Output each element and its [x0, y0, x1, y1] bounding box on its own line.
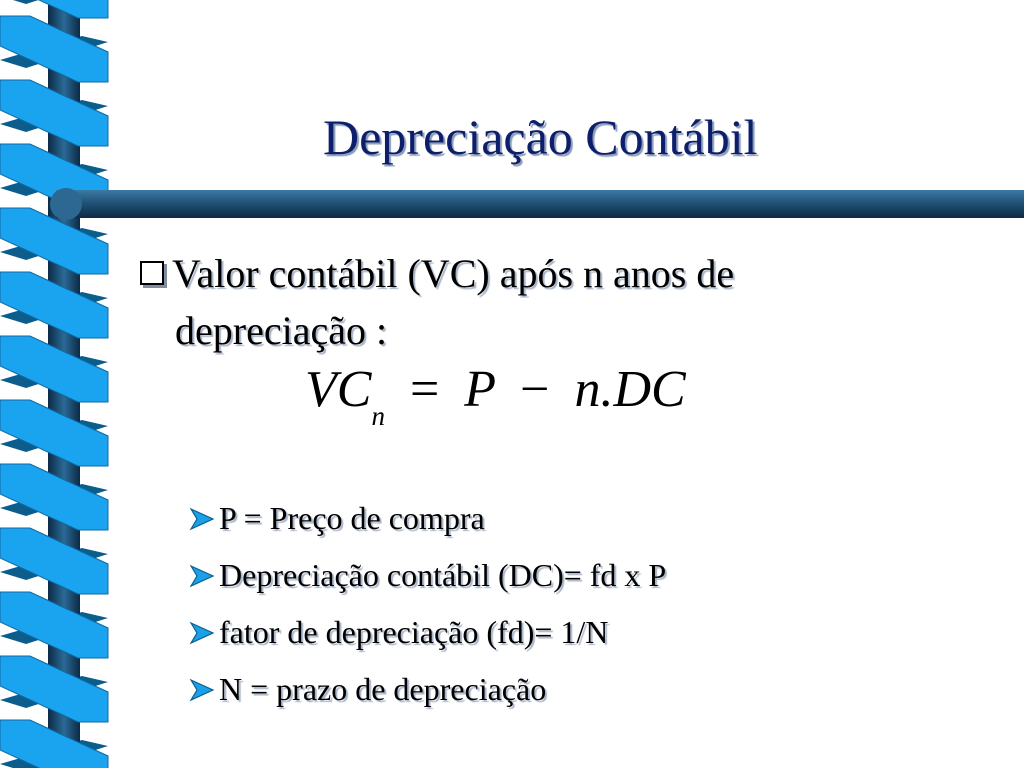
main-bullet	[140, 245, 860, 359]
sub-bullet-item	[188, 661, 666, 718]
arrow-bullet-icon	[188, 620, 216, 646]
sub-bullet-text: P = Preço de compra	[219, 500, 485, 536]
formula	[305, 360, 686, 432]
formula-p: P	[464, 361, 496, 418]
arrow-bullet-icon	[188, 506, 216, 532]
sub-bullet-item	[188, 490, 666, 547]
main-bullet-line-1: Valor contábil (VC) após n anos de	[172, 251, 735, 296]
title-divider-bar	[56, 190, 1024, 218]
formula-equals: =	[409, 361, 440, 418]
formula-lhs-subscript: n	[371, 401, 385, 432]
formula-lhs: VC	[305, 361, 372, 418]
arrow-bullet-icon	[188, 677, 216, 703]
slide-title: Depreciação Contábil	[323, 109, 758, 165]
sub-bullet-text: Depreciação contábil (DC)= fd x P	[219, 557, 667, 593]
sub-bullet-text: N = prazo de depreciação	[219, 671, 547, 707]
formula-minus: −	[520, 361, 550, 418]
sub-bullet-list	[188, 490, 666, 718]
sub-bullet-item	[188, 547, 666, 604]
sub-bullet-text: fator de depreciação (fd)= 1/N	[219, 614, 609, 650]
square-bullet-icon	[140, 261, 164, 285]
sub-bullet-item	[188, 604, 666, 661]
divider-bar-cap	[50, 188, 82, 220]
formula-term: n.DC	[574, 361, 686, 418]
main-bullet-line-2: depreciação :	[175, 308, 388, 353]
arrow-bullet-icon	[188, 563, 216, 589]
